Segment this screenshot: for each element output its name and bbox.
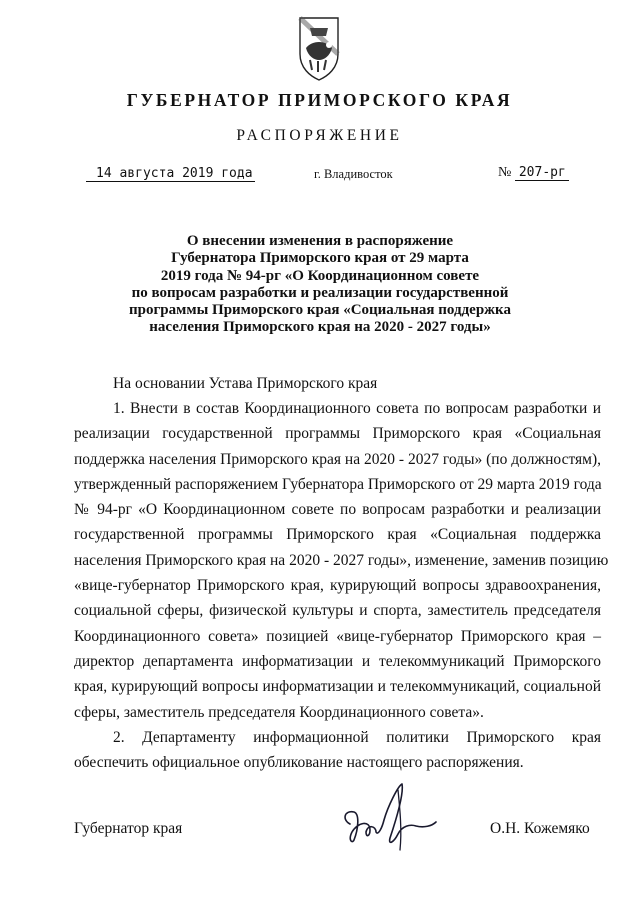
item2-line: 2. Департаменту информационной политики Приморского края xyxy=(113,729,601,746)
signatory-name: О.Н. Кожемяко xyxy=(490,820,590,837)
title-line: Губернатора Приморского края от 29 марта xyxy=(171,250,469,267)
title-line: населения Приморского края на 2020 - 2027 годы» xyxy=(149,319,491,336)
basis-line: На основании Устава Приморского края xyxy=(113,375,378,392)
coat-of-arms-emblem xyxy=(296,14,342,82)
item1-line: № 94-рг «О Координационном совете по вопросам разработки и реализации xyxy=(74,501,601,519)
item1-line: директор департамента информатизации и телекоммуникаций Приморского xyxy=(74,652,601,670)
item1-paragraph xyxy=(74,396,609,725)
item1-line: «вице-губернатор Приморского края, курирующий вопросы здравоохранения, xyxy=(74,577,601,595)
handwritten-signature xyxy=(336,780,446,860)
number-label: № xyxy=(498,165,512,180)
document-title xyxy=(110,233,530,337)
document-type: РАСПОРЯЖЕНИЕ xyxy=(236,127,403,144)
title-line: по вопросам разработки и реализации государственной xyxy=(131,284,509,301)
item1-line: утвержденный распоряжением Губернатора Приморского от 29 марта 2019 года xyxy=(74,475,602,493)
document-number-block xyxy=(498,165,569,181)
title-line: О внесении изменения в распоряжение xyxy=(186,233,454,249)
authority-title: ГУБЕРНАТОР ПРИМОРСКОГО КРАЯ xyxy=(126,90,513,110)
basis-paragraph xyxy=(74,371,601,396)
title-line: программы Приморского края «Социальная поддержка xyxy=(129,302,511,319)
item1-line: Координационного совета» позицией «вице-губернатор Приморского края – xyxy=(74,627,601,645)
item1-line: населения Приморского края на 2020 - 2027 годы», изменение, заменив позицию xyxy=(74,551,609,569)
item1-line: края, курирующий вопросы информатизации и телекоммуникаций, социальной xyxy=(74,678,601,696)
item1-line: поддержка населения Приморского края на 2020 - 2027 годы» (по должностям), xyxy=(74,450,601,468)
item1-line: 1. Внести в состав Координационного совета по вопросам разработки и xyxy=(113,400,601,417)
item1-line: государственной программы Приморского края «Социальная поддержка xyxy=(74,526,601,544)
item1-line: реализации государственной программы Приморского края «Социальная xyxy=(74,425,601,443)
item2-paragraph xyxy=(74,725,601,776)
document-city: г. Владивосток xyxy=(314,167,393,181)
title-line: 2019 года № 94-рг «О Координационном совете xyxy=(160,267,480,284)
item1-line: сферы, заместитель председателя Координационного совета». xyxy=(74,703,484,721)
document-date: 14 августа 2019 года xyxy=(86,166,255,182)
item1-line: социальной сферы, физической культуры и спорта, заместитель председателя xyxy=(74,602,601,620)
item2-line: обеспечить официальное опубликование настоящего распоряжения. xyxy=(74,754,524,772)
signatory-position: Губернатор края xyxy=(74,820,183,837)
document-number: 207-рг xyxy=(515,165,569,181)
